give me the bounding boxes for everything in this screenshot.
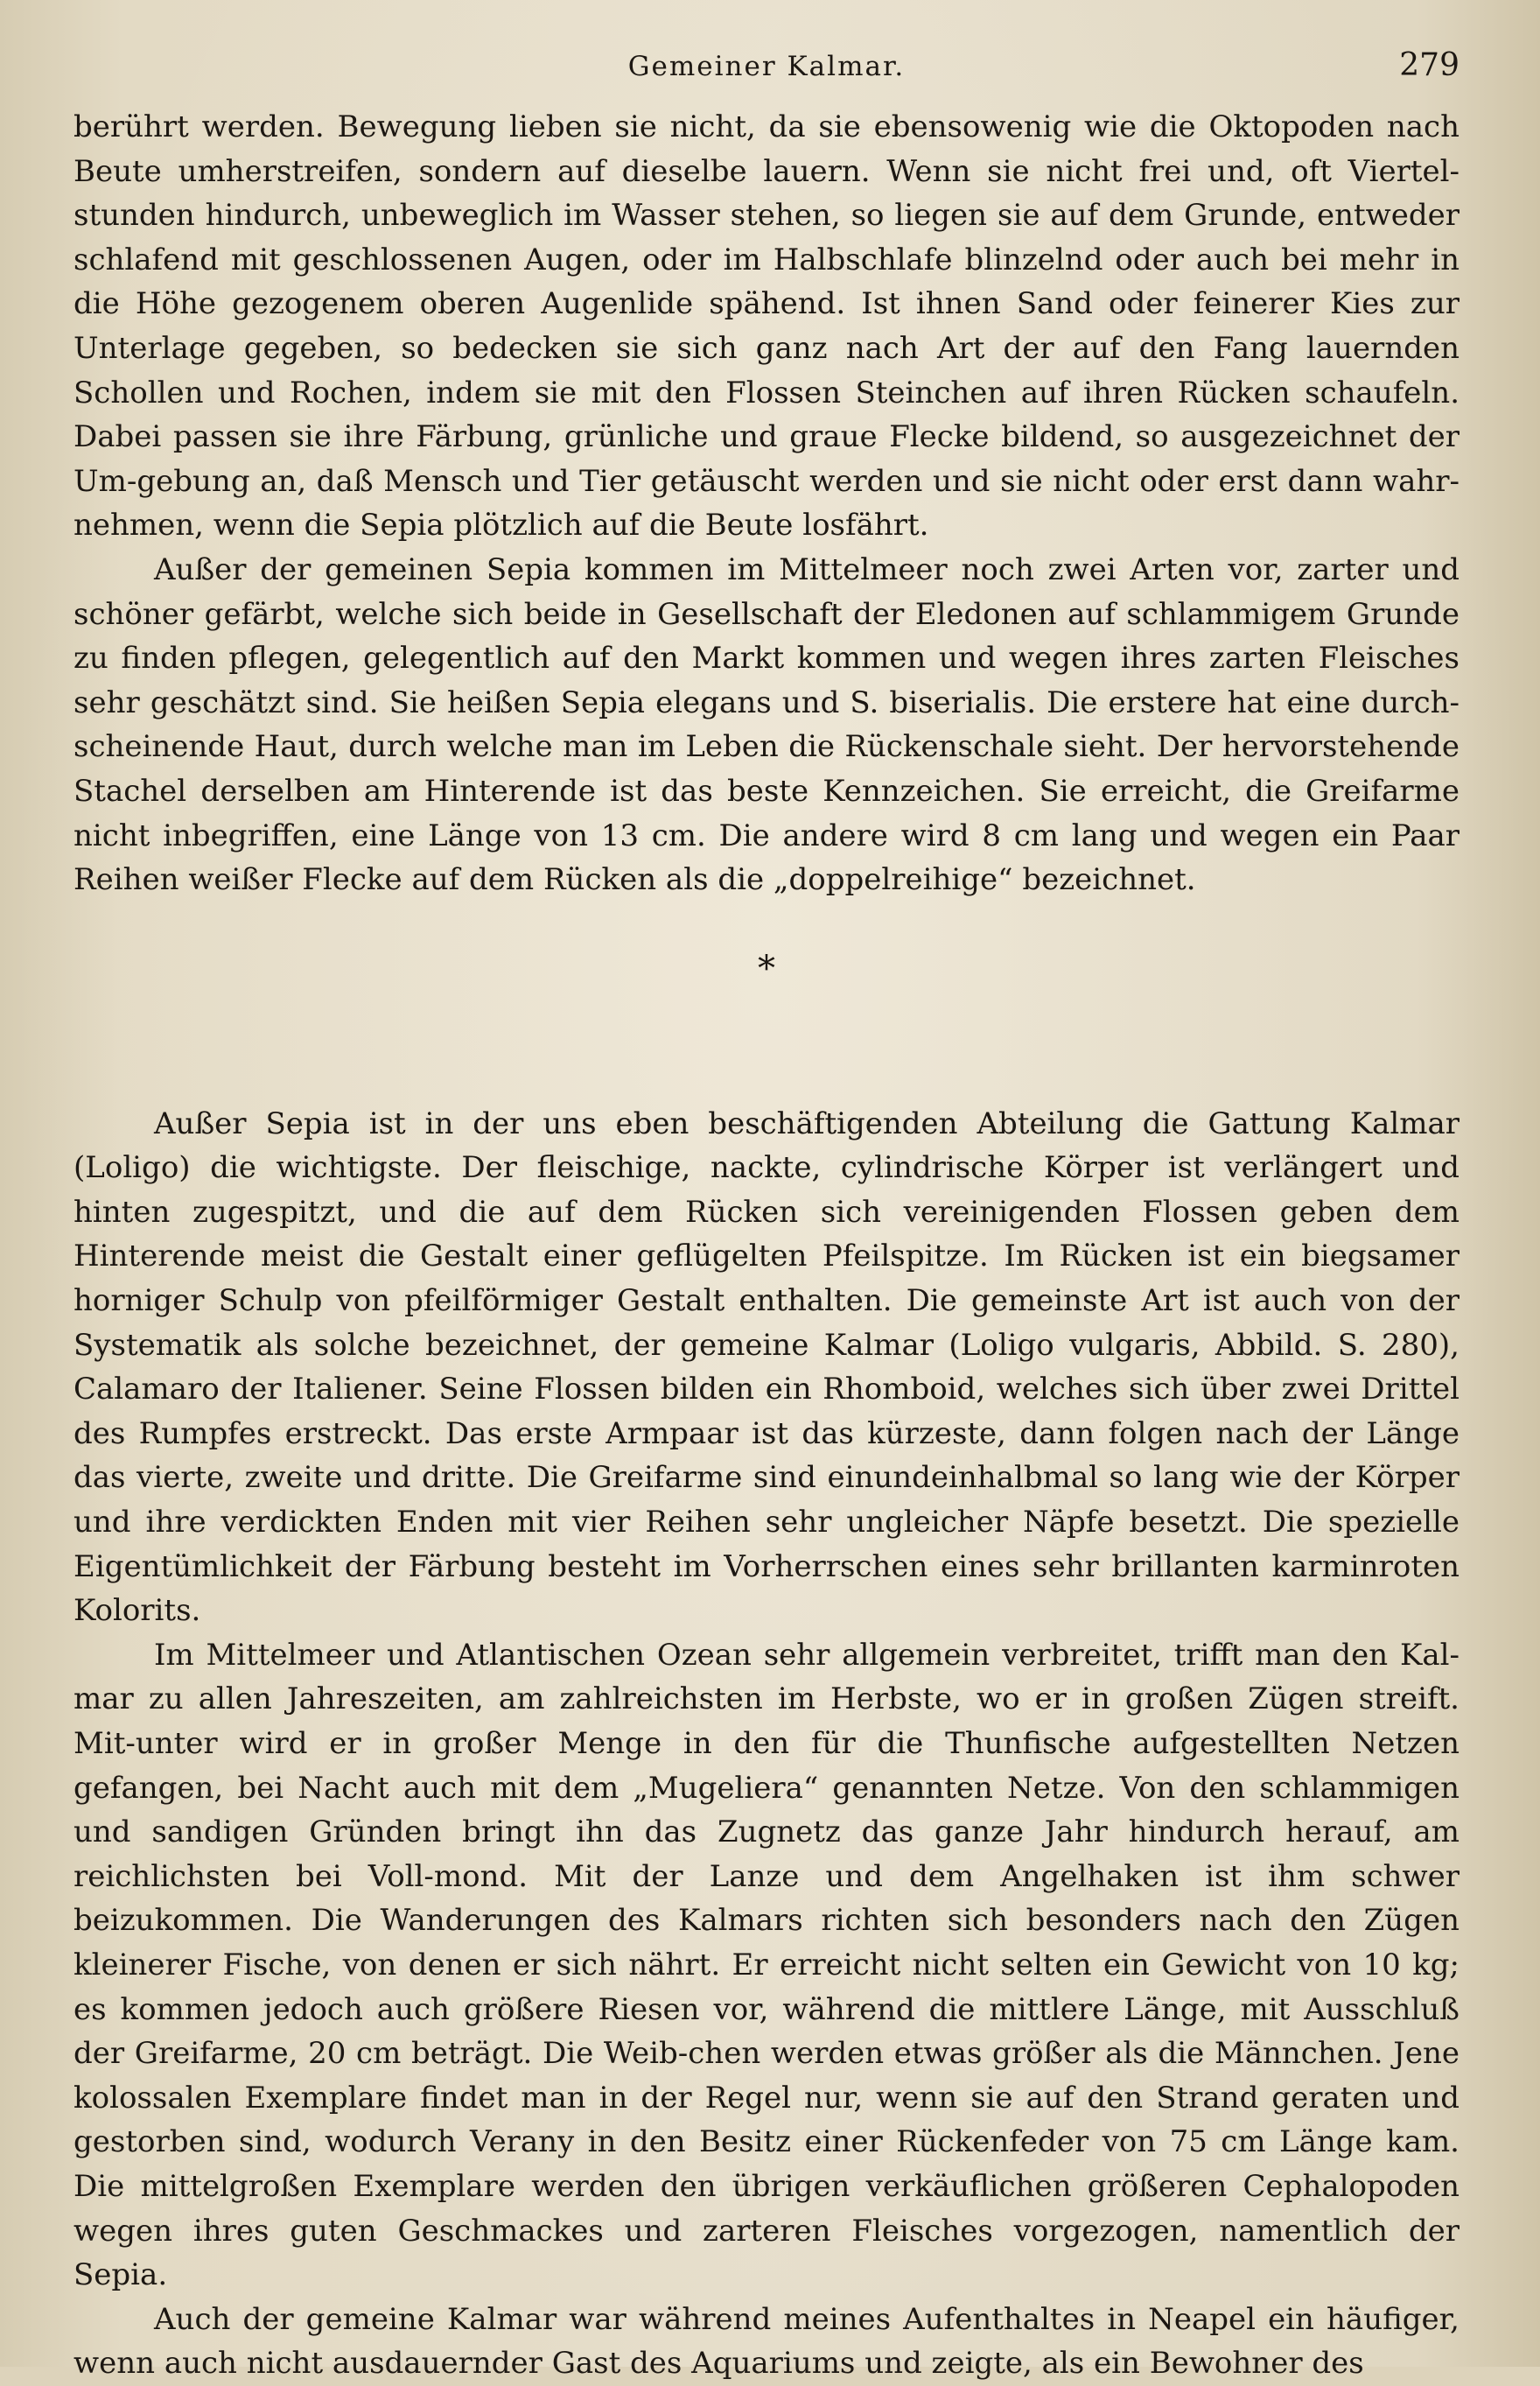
page-number: 279	[1399, 47, 1460, 83]
running-title: Gemeiner Kalmar.	[627, 51, 906, 82]
spacer	[74, 1004, 1460, 1102]
paragraph-kalmar-description: Außer Sepia ist in der uns eben beschäftigenden Abteilung die Gattung Kalmar (Loligo) die wichtigste. Der fleischige, nackte, cylindrische Körper ist verlängert und hinten zugespitzt, und die auf dem Rücken sich vereinigenden Flossen geben dem Hinterende meist die Gestalt einer geflügelten Pfeilspitze. Im Rücken ist ein biegsamer horniger Schulp von pfeilförmiger Gestalt enthalten. Die gemeinste Art ist auch von der Systematik als solche bezeichnet, der gemeine Kalmar (Loligo vulgaris, Abbild. S. 280), Calamaro der Italiener. Seine Flossen bilden ein Rhomboid, welches sich über zwei Drittel des Rumpfes erstreckt. Das erste Armpaar ist das kürzeste, dann folgen nach der Länge das vierte, zweite und dritte. Die Greifarme sind einundeinhalbmal so lang wie der Körper und ihre verdickten Enden mit vier Reihen sehr ungleicher Näpfe besetzt. Die spezielle Eigentümlichkeit der Färbung besteht im Vorherrschen eines sehr brillanten karminroten Kolorits.	[74, 1105, 1460, 1629]
paragraph-kalmar-distribution: Im Mittelmeer und Atlantischen Ozean sehr allgemein verbreitet, trifft man den Kal-mar zu allen Jahreszeiten, am zahlreichsten im Herbste, wo er in großen Zügen streift. Mit-unter wird er in großer Menge in den für die Thunfische aufgestellten Netzen gefangen, bei Nacht auch mit dem „Mugeliera“ genannten Netze. Von den schlammigen und sandigen Gründen bringt ihn das Zugnetz das ganze Jahr hindurch herauf, am reichlichsten bei Voll-mond. Mit der Lanze und dem Angelhaken ist ihm schwer beizukommen. Die Wanderungen des Kalmars richten sich besonders nach den Zügen kleinerer Fische, von denen er sich nährt. Er erreicht nicht selten ein Gewicht von 10 kg; es kommen jedoch auch größere Riesen vor, während die mittlere Länge, mit Ausschluß der Greifarme, 20 cm beträgt. Die Weib-chen werden etwas größer als die Männchen. Jene kolossalen Exemplare findet man in der Regel nur, wenn sie auf den Strand geraten und gestorben sind, wodurch Verany in den Besitz einer Rückenfeder von 75 cm Länge kam. Die mittelgroßen Exemplare werden den übrigen verkäuflichen größeren Cephalopoden wegen ihres guten Geschmackes und zarteren Fleisches vorgezogen, namentlich der Sepia.	[74, 1637, 1460, 2293]
paragraph-sepia-species: Außer der gemeinen Sepia kommen im Mittelmeer noch zwei Arten vor, zarter und schöner gefärbt, welche sich beide in Gesellschaft der Eledonen auf schlammigem Grunde zu finden pflegen, gelegentlich auf den Markt kommen und wegen ihres zarten Fleisches sehr geschätzt sind. Sie heißen Sepia elegans und S. biserialis. Die erstere hat eine durch-scheinende Haut, durch welche man im Leben die Rückenschale sieht. Der hervorstehende Stachel derselben am Hinterende ist das beste Kennzeichen. Sie erreicht, die Greifarme nicht inbegriffen, eine Länge von 13 cm. Die andere wird 8 cm lang und wegen ein Paar Reihen weißer Flecke auf dem Rücken als die „doppelreihige“ bezeichnet.	[74, 551, 1460, 898]
section-separator: *	[758, 948, 775, 989]
page-body	[74, 105, 1460, 2386]
paragraph-kalmar-aquarium: Auch der gemeine Kalmar war während meines Aufenthaltes in Neapel ein häufiger, wenn auch nicht ausdauernder Gast des Aquariums und zeigte, als ein Bewohner des	[74, 2301, 1460, 2382]
page-header	[74, 44, 1460, 96]
paragraph-continuation: berührt werden. Bewegung lieben sie nicht, da sie ebensowenig wie die Oktopoden nach Beute umherstreifen, sondern auf dieselbe lauern. Wenn sie nicht frei und, oft Viertel-stunden hindurch, unbeweglich im Wasser stehen, so liegen sie auf dem Grunde, entweder schlafend mit geschlossenen Augen, oder im Halbschlafe blinzelnd oder auch bei mehr in die Höhe gezogenem oberen Augenlide spähend. Ist ihnen Sand oder feinerer Kies zur Unterlage gegeben, so bedecken sie sich ganz nach Art der auf den Fang lauernden Schollen und Rochen, indem sie mit den Flossen Steinchen auf ihren Rücken schaufeln. Dabei passen sie ihre Färbung, grünliche und graue Flecke bildend, so ausgezeichnet der Um-gebung an, daß Mensch und Tier getäuscht werden und sie nicht oder erst dann wahr-nehmen, wenn die Sepia plötzlich auf die Beute losfährt.	[74, 109, 1460, 544]
